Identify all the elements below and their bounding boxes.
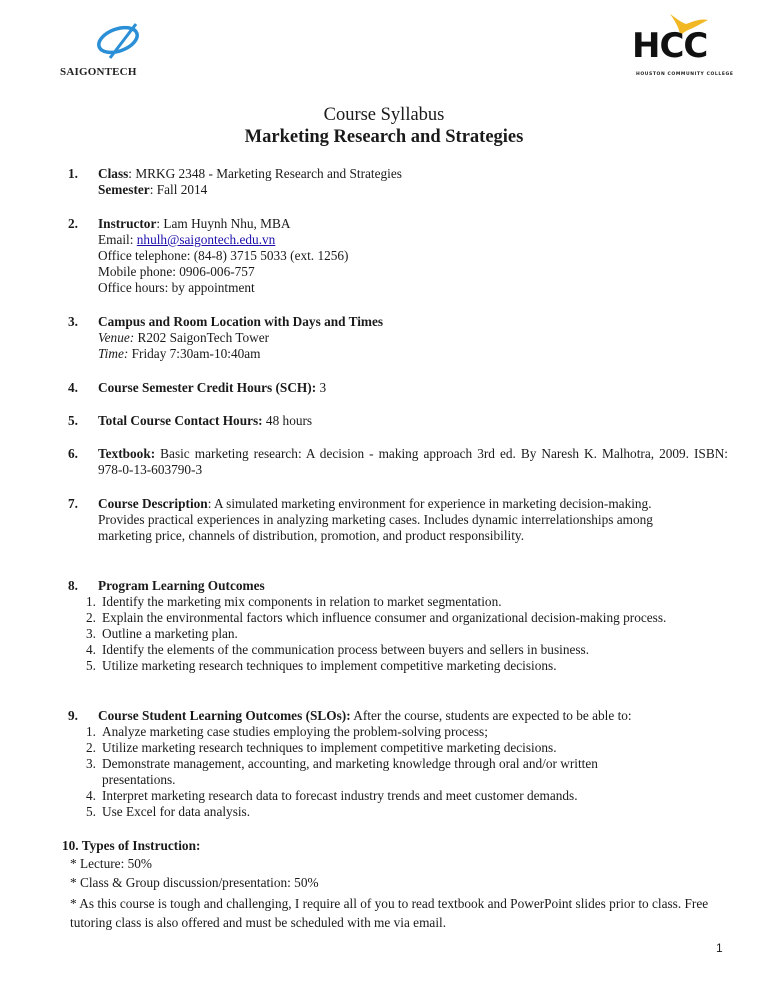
section-number: 8. xyxy=(68,578,78,593)
program-outcomes-list xyxy=(74,594,704,674)
course-description-value: : A simulated marketing environment for experience in marketing decision-making. Provides practical experiences in analyzing marketing cases. Includes dynamic interrelationships among marketing price, channels of distribution, promotion, and product responsibility. xyxy=(98,496,653,543)
venue-value: R202 SaigonTech Tower xyxy=(134,330,270,345)
section-textbook xyxy=(68,446,728,478)
section-heading: Course Student Learning Outcomes (SLOs): xyxy=(98,708,351,723)
saigontech-logo-text: SAIGONTECH xyxy=(60,66,137,78)
instructor-value: : Lam Huynh Nhu, MBA xyxy=(156,216,291,231)
list-item: 5. Use Excel for data analysis. xyxy=(86,804,251,819)
time-label: Time: xyxy=(98,346,129,361)
document-title: Course Syllabus xyxy=(323,105,445,125)
hcc-logo-text: HCC xyxy=(632,26,708,66)
venue-label: Venue: xyxy=(98,330,135,345)
section-number: 9. xyxy=(68,708,78,723)
list-item: 4. Identify the elements of the communication process between buyers and sellers in business. xyxy=(86,642,590,657)
student-outcomes-list xyxy=(74,724,674,820)
office-hours: Office hours: by appointment xyxy=(98,280,255,295)
hcc-logo xyxy=(628,12,748,77)
list-item: 2. Utilize marketing research techniques to implement competitive marketing decisions. xyxy=(86,740,557,755)
list-item: 4. Interpret marketing research data to forecast industry trends and meet customer demands. xyxy=(86,788,578,803)
section-program-outcomes xyxy=(68,578,728,674)
instruction-line: * Lecture: 50% xyxy=(70,856,152,871)
section-credit-hours xyxy=(68,380,728,396)
section-class xyxy=(68,166,728,198)
list-item: 5. Utilize marketing research techniques to implement competitive marketing decisions. xyxy=(86,658,557,673)
section-number: 5. xyxy=(68,413,78,428)
page-number: 1 xyxy=(716,941,723,955)
section-number: 2. xyxy=(68,216,78,231)
class-label: Class xyxy=(98,166,129,181)
hcc-logo-subtitle: HOUSTON COMMUNITY COLLEGE xyxy=(636,72,734,77)
course-title: Marketing Research and Strategies xyxy=(244,127,524,147)
section-heading: Course Description xyxy=(98,496,208,511)
list-item: 1. Identify the marketing mix components in relation to market segmentation. xyxy=(86,594,502,609)
class-value: : MRKG 2348 - Marketing Research and Strategies xyxy=(128,166,402,181)
section-number: 3. xyxy=(68,314,78,329)
section-number: 7. xyxy=(68,496,78,511)
contact-hours-value: 48 hours xyxy=(262,413,313,428)
instruction-line: * Class & Group discussion/presentation: 50% xyxy=(70,875,319,890)
email-link[interactable]: nhulh@saigontech.edu.vn xyxy=(136,232,276,247)
section-heading: Textbook: xyxy=(98,446,156,461)
section-heading-with-number: 10. Types of Instruction: xyxy=(62,838,201,853)
list-item: 1. Analyze marketing case studies employing the problem-solving process; xyxy=(86,724,488,739)
saigontech-logo xyxy=(58,20,158,80)
section-number: 6. xyxy=(68,446,78,461)
time-value: Friday 7:30am-10:40am xyxy=(128,346,261,361)
section-instruction-types xyxy=(62,838,722,932)
section-instructor xyxy=(68,216,728,296)
section-heading: Course Semester Credit Hours (SCH): xyxy=(98,380,317,395)
textbook-value: Basic marketing research: A decision - making approach 3rd ed. By Naresh K. Malhotra, 2009. ISBN: 978-0-13-603790-3 xyxy=(98,446,728,477)
section-location xyxy=(68,314,728,362)
list-item: 2. Explain the environmental factors which influence consumer and organizational decision-making process. xyxy=(86,610,667,625)
semester-label: Semester xyxy=(98,182,150,197)
section-number: 1. xyxy=(68,166,78,181)
instructor-label: Instructor xyxy=(98,216,157,231)
credit-hours-value: 3 xyxy=(316,380,327,395)
section-student-outcomes xyxy=(68,708,728,820)
email-label: Email: xyxy=(98,232,137,247)
mobile-phone: Mobile phone: 0906-006-757 xyxy=(98,264,255,279)
office-phone: Office telephone: (84-8) 3715 5033 (ext. 1256) xyxy=(98,248,349,263)
instruction-note: * As this course is tough and challenging, I require all of you to read textbook and PowerPoint slides prior to class. Free tutoring class is also offered and must be scheduled with me via email. xyxy=(70,896,709,930)
section-heading: Campus and Room Location with Days and Times xyxy=(98,314,384,329)
semester-value: : Fall 2014 xyxy=(149,182,208,197)
slo-intro: After the course, students are expected to be able to: xyxy=(350,708,632,723)
section-heading: Program Learning Outcomes xyxy=(98,578,265,593)
section-course-description xyxy=(68,496,728,544)
list-item: 3. Demonstrate management, accounting, and marketing knowledge through oral and/or written presentations. xyxy=(86,756,598,787)
saigontech-logo-mark-icon xyxy=(88,22,148,60)
section-contact-hours xyxy=(68,413,728,429)
section-number: 4. xyxy=(68,380,78,395)
section-heading: Total Course Contact Hours: xyxy=(98,413,263,428)
list-item: 3. Outline a marketing plan. xyxy=(86,626,238,641)
